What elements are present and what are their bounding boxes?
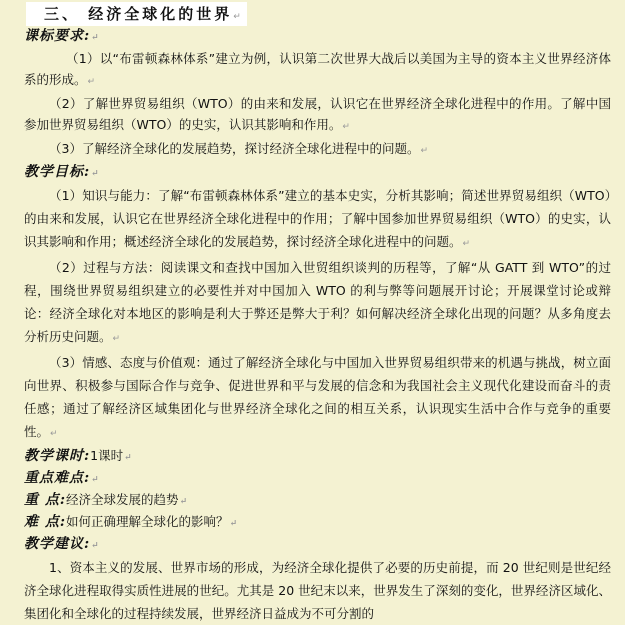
section-title-box [26, 2, 247, 26]
objectives-heading [24, 162, 611, 184]
key-point-value: 经济全球发展的趋势 [66, 492, 179, 507]
objectives-heading-label: 教学目标: [24, 164, 91, 180]
paragraph-mark-icon: ↵ [91, 169, 99, 179]
curriculum-item-3 [24, 138, 611, 162]
curriculum-heading [24, 26, 611, 48]
section-title: 三、 经济全球化的世界 [44, 5, 233, 23]
hours-value: 1课时 [90, 448, 124, 463]
key-difficult-heading [24, 468, 611, 490]
paragraph-mark-icon: ↵ [420, 146, 429, 156]
key-difficult-heading-label: 重点难点: [24, 470, 91, 486]
suggestion-item-1 [24, 556, 611, 625]
hours-line [24, 446, 611, 468]
difficult-point-heading: 难 点: [24, 514, 67, 530]
objective-item-1 [24, 184, 611, 256]
paragraph-mark-icon: ↵ [50, 429, 58, 439]
paragraph-mark-icon: ↵ [91, 475, 99, 485]
objective-item-2-text: （2）过程与方法：阅读课文和查找中国加入世贸组织谈判的历程等，了解“从 GATT 到 WTO”的过程，围绕世界贸易组织建立的必要性并对中国加入 WTO 的利与弊等问题展开讨论；开展课堂讨论或辩论：经济全球化对本地区的影响是利大于弊还是弊大于利？如何解决经济全球化出现的问题？从多角度去分析历史问题。 [24, 260, 611, 344]
paragraph-mark-icon: ↵ [233, 12, 241, 22]
hours-heading: 教学课时: [24, 448, 91, 464]
key-point-heading: 重 点: [24, 492, 67, 508]
paragraph-mark-icon: ↵ [91, 541, 99, 551]
paragraph-mark-icon: ↵ [112, 334, 121, 344]
objective-item-2 [24, 256, 611, 351]
suggestions-heading-label: 教学建议: [24, 536, 91, 552]
suggestions-heading [24, 534, 611, 556]
suggestion-item-1-text: 1、资本主义的发展、世界市场的形成，为经济全球化提供了必要的历史前提，而 20 世纪则是世纪经济全球化进程取得实质性进展的世纪。尤其是 20 世纪末以来，世界发生了深刻的变化，世界经济区域化、集团化和全球化的过程持续发展，世界经济日益成为不可分割的 [24, 560, 611, 621]
difficult-point-line [24, 512, 611, 534]
curriculum-item-1-text: （1）以“布雷顿森林体系”建立为例，认识第二次世界大战后以美国为主导的资本主义世界经济体系的形成。 [24, 51, 611, 87]
paragraph-mark-icon: ↵ [179, 497, 188, 507]
paragraph-mark-icon: ↵ [87, 77, 96, 87]
difficult-point-value: 如何正确理解全球化的影响？ [66, 514, 229, 529]
paragraph-mark-icon: ↵ [342, 122, 350, 132]
curriculum-item-2-text: （2）了解世界贸易组织（WTO）的由来和发展，认识它在世界经济全球化进程中的作用。了解中国参加世界贸易组织（WTO）的史实，认识其影响和作用。 [24, 96, 611, 132]
paragraph-mark-icon: ↵ [229, 519, 238, 529]
curriculum-item-3-text: （3）了解经济全球化的发展趋势，探讨经济全球化进程中的问题。 [49, 141, 420, 156]
paragraph-mark-icon: ↵ [462, 239, 471, 249]
curriculum-item-1 [24, 48, 611, 93]
key-point-line [24, 490, 611, 512]
objective-item-3 [24, 351, 611, 446]
curriculum-heading-label: 课标要求: [24, 28, 91, 44]
paragraph-mark-icon: ↵ [124, 453, 132, 463]
paragraph-mark-icon: ↵ [91, 33, 99, 43]
objective-item-1-text: （1）知识与能力：了解“布雷顿森林体系”建立的基本史实，分析其影响；简述世界贸易组织（WTO）的由来和发展，认识它在世界经济全球化进程中的作用；了解中国参加世界贸易组织（WTO）的史实，认识其影响和作用；概述经济全球化的发展趋势，探讨经济全球化进程中的问题。 [24, 188, 611, 249]
objective-item-3-text: （3）情感、态度与价值观：通过了解经济全球化与中国加入世界贸易组织带来的机遇与挑战，树立面向世界、积极参与国际合作与竞争、促进世界和平与发展的信念和为我国社会主义现代化建设而奋斗的责任感；通过了解经济区域集团化与世界经济全球化之间的相互关系，认识现实生活中合作与竞争的重要性。 [24, 355, 611, 439]
curriculum-item-2 [24, 93, 611, 138]
